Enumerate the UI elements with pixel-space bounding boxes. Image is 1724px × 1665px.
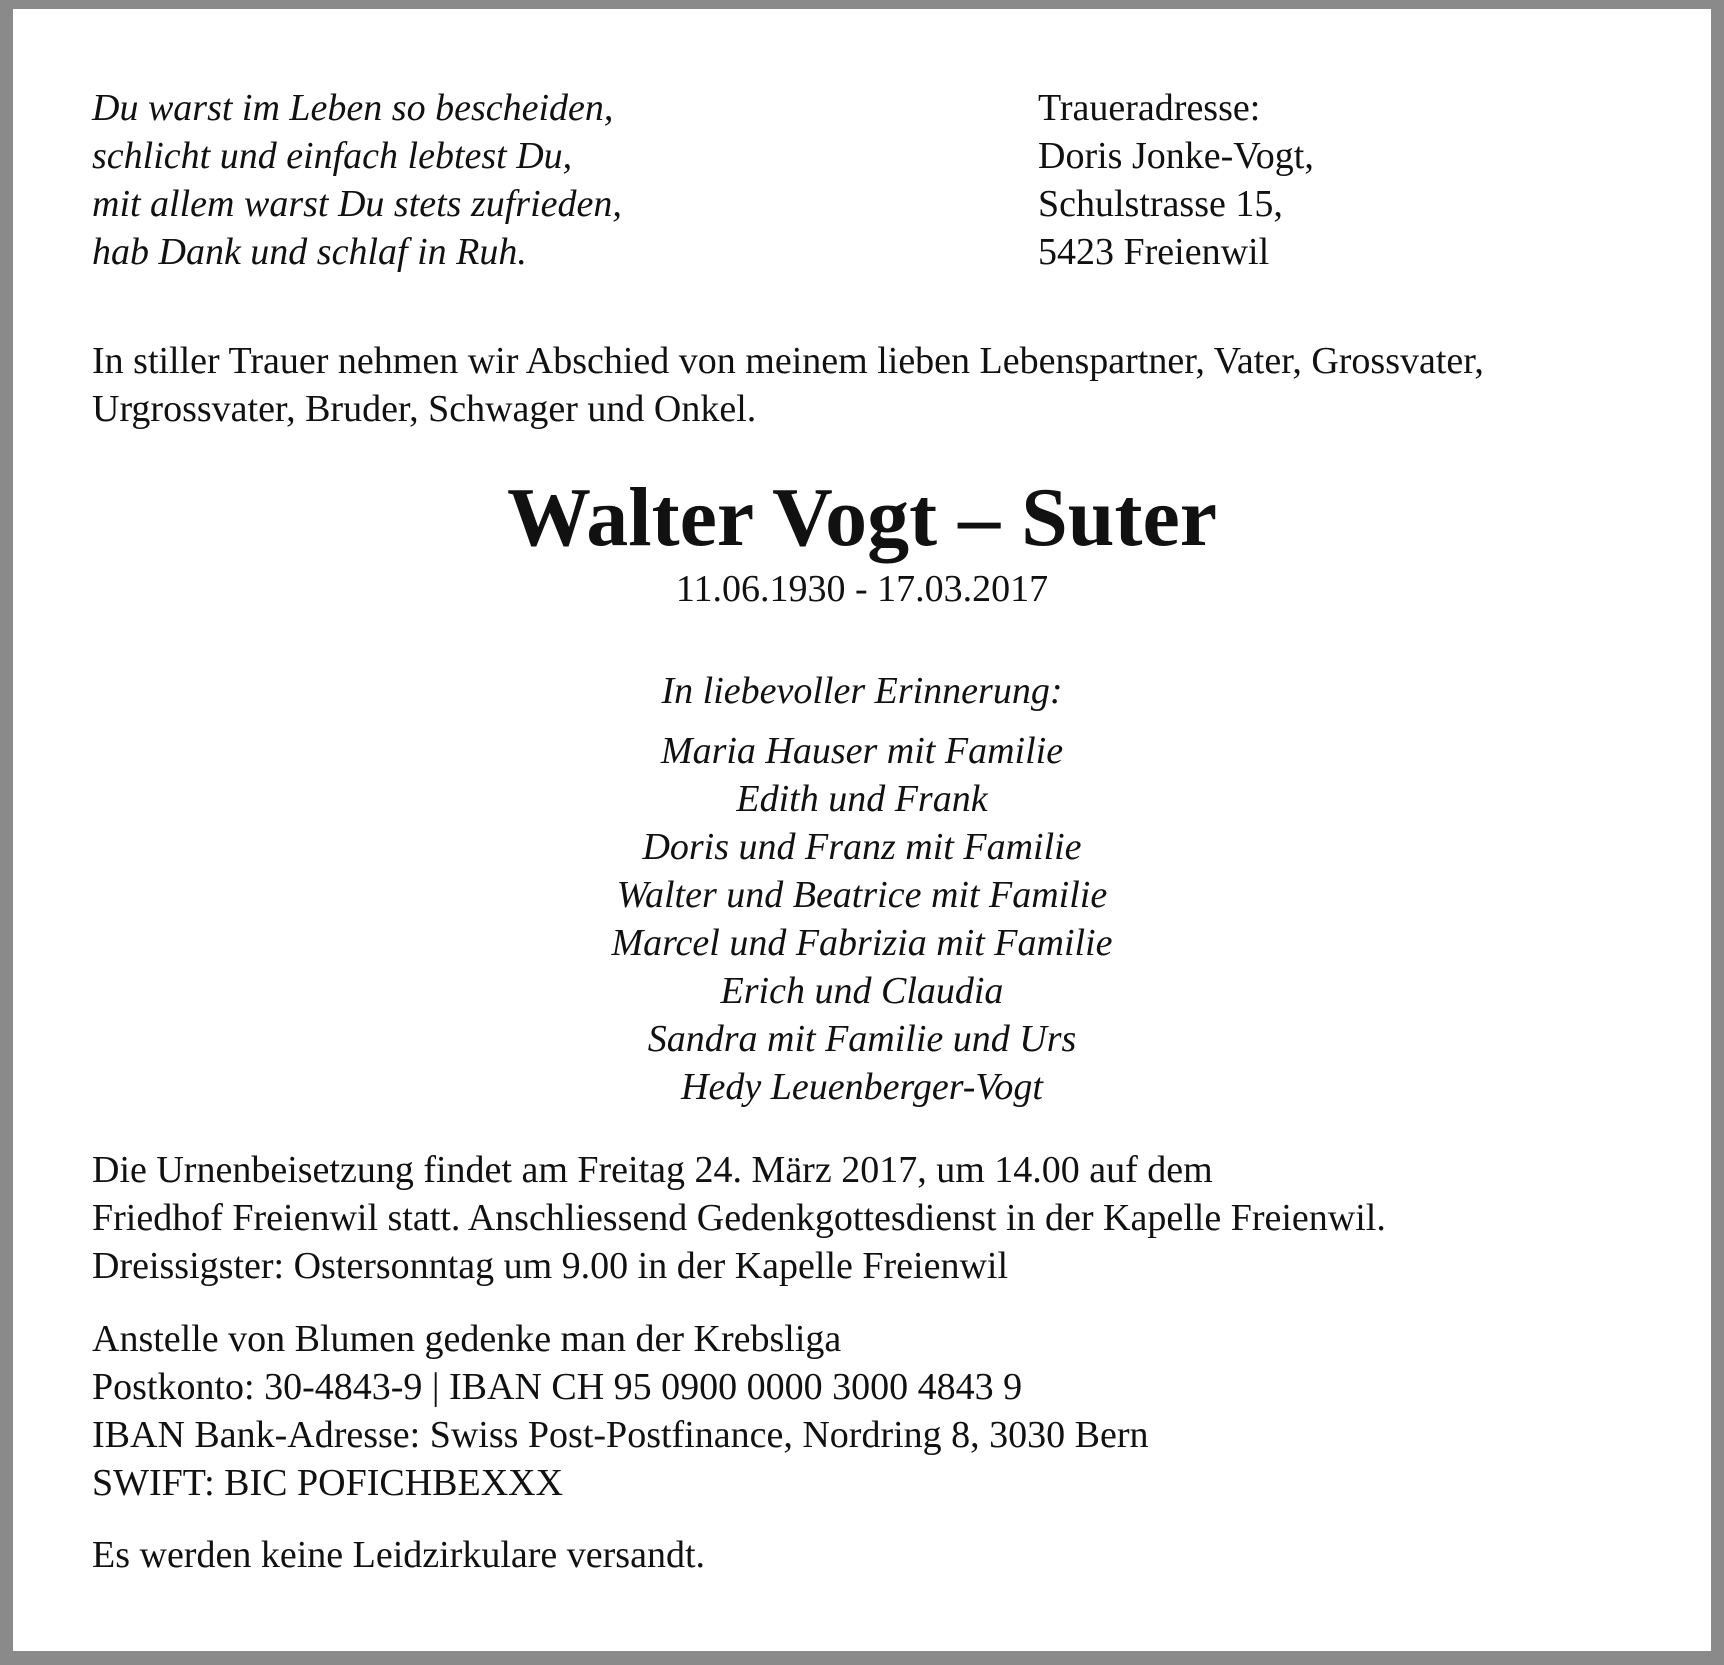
- donation-line: Postkonto: 30-4843-9 | IBAN CH 95 0900 0000 3000 4843 9: [92, 1366, 1023, 1408]
- donation-details: [92, 1315, 1652, 1507]
- donation-line: SWIFT: BIC POFICHBEXXX: [92, 1462, 564, 1504]
- memory-heading: In liebevoller Erinnerung:: [661, 670, 1063, 712]
- mourners-list: [92, 727, 1632, 1111]
- intro-line: Urgrossvater, Bruder, Schwager und Onkel.: [92, 388, 757, 430]
- poem-line: schlicht und einfach lebtest Du,: [92, 135, 573, 177]
- closing-note: Es werden keine Leidzirkulare versandt.: [92, 1534, 706, 1576]
- life-dates: 11.06.1930 - 17.03.2017: [675, 568, 1049, 610]
- address-label: Traueradresse:: [1038, 87, 1261, 129]
- donation-line: IBAN Bank-Adresse: Swiss Post-Postfinance, Nordring 8, 3030 Bern: [92, 1414, 1149, 1456]
- intro-paragraph: [92, 337, 1652, 433]
- funeral-line: Dreissigster: Ostersonntag um 9.00 in der Kapelle Freienwil: [92, 1245, 1009, 1287]
- funeral-details: [92, 1146, 1652, 1290]
- intro-line: In stiller Trauer nehmen wir Abschied von meinem lieben Lebenspartner, Vater, Grossvater,: [92, 340, 1484, 382]
- mourner-item: Maria Hauser mit Familie: [660, 730, 1064, 772]
- donation-line: Anstelle von Blumen gedenke man der Krebsliga: [92, 1318, 842, 1360]
- funeral-line: Friedhof Freienwil statt. Anschliessend Gedenkgottesdienst in der Kapelle Freienwil.: [92, 1197, 1386, 1239]
- mourner-item: Hedy Leuenberger-Vogt: [681, 1066, 1043, 1108]
- mourner-item: Walter und Beatrice mit Familie: [616, 874, 1108, 916]
- poem-line: Du warst im Leben so bescheiden,: [92, 87, 614, 129]
- address-street: Schulstrasse 15,: [1038, 183, 1283, 225]
- address-city: 5423 Freienwil: [1038, 231, 1270, 273]
- poem-line: hab Dank und schlaf in Ruh.: [92, 231, 527, 273]
- mourner-item: Sandra mit Familie und Urs: [647, 1018, 1077, 1060]
- header-section: [92, 84, 1652, 284]
- deceased-name: Walter Vogt – Suter: [506, 471, 1218, 564]
- funeral-line: Die Urnenbeisetzung findet am Freitag 24. März 2017, um 14.00 auf dem: [92, 1149, 1213, 1191]
- mourner-item: Edith und Frank: [736, 778, 988, 820]
- poem-line: mit allem warst Du stets zufrieden,: [92, 183, 622, 225]
- mourner-item: Doris und Franz mit Familie: [642, 826, 1082, 868]
- mourning-address: [1038, 84, 1638, 276]
- poem-verse: [92, 84, 952, 276]
- mourner-item: Marcel und Fabrizia mit Familie: [611, 922, 1113, 964]
- address-name: Doris Jonke-Vogt,: [1038, 135, 1314, 177]
- mourner-item: Erich und Claudia: [720, 970, 1004, 1012]
